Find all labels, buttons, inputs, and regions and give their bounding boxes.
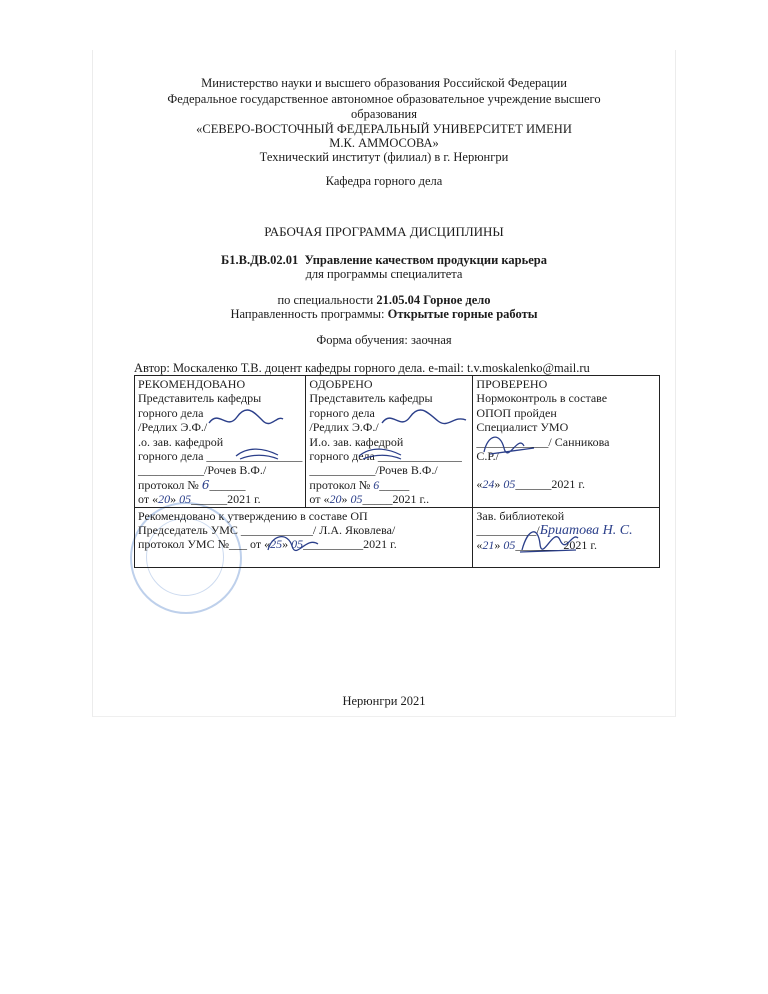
program-type-line: для программы специалитета (305, 267, 463, 281)
library-line: Зав. библиотекой (476, 508, 565, 523)
col1-month: 05 (179, 492, 192, 507)
librarian-name: Бриатова Н. С. (539, 523, 633, 539)
footer-city-year: Нерюнгри 2021 (342, 694, 426, 708)
ums-day: 25 (270, 537, 283, 552)
university-name-line: М.К. АММОСОВА» (329, 136, 439, 150)
col1-line: горного дела ________________ (138, 449, 303, 464)
university-line: «СЕВЕРО-ВОСТОЧНЫЙ ФЕДЕРАЛЬНЫЙ УНИВЕРСИТЕТ ИМЕНИ (196, 122, 572, 136)
col3-line: ОПОП пройден (476, 405, 557, 420)
signature-yakovleva (262, 530, 322, 556)
col2-line: /Редлих Э.Ф./ (309, 420, 379, 435)
col3-line: С.Р./ (476, 449, 499, 464)
signature-rochev-2 (355, 446, 407, 464)
specialty-value: 21.05.04 Горное дело (376, 293, 491, 307)
ums-line: Председатель УМС ____________/ Л.А. Яковлева/ (138, 523, 396, 538)
ums-line: Рекомендовано к утверждению в составе ОП (138, 508, 368, 523)
study-form-line: Форма обучения: заочная (316, 333, 452, 347)
signature-redlikh-1 (205, 405, 285, 433)
col2-line: горного дела (309, 405, 375, 420)
specialty-line (0, 293, 768, 308)
checked-heading: ПРОВЕРЕНО (476, 377, 548, 391)
col1-protocol-no: 6 (201, 477, 210, 492)
col3-line: Нормоконтроль в составе (476, 391, 608, 406)
department-line: Кафедра горного дела (325, 174, 443, 188)
col1-line: горного дела (138, 405, 204, 420)
specialty-prefix: по специальности (277, 293, 374, 307)
col1-line: протокол № 6______ (138, 477, 246, 492)
col1-line: /Редлих Э.Ф./ (138, 420, 208, 435)
direction-prefix: Направленность программы: (230, 307, 385, 321)
library-month: 05 (503, 538, 516, 553)
library-line: «21» 05________2021 г. (476, 538, 597, 553)
col1-line: Представитель кафедры (138, 391, 262, 406)
institute-line: Технический институт (филиал) в г. Нерюнгри (259, 150, 509, 164)
col3-month: 05 (503, 477, 516, 492)
page-title: РАБОЧАЯ ПРОГРАММА ДИСЦИПЛИНЫ (264, 224, 504, 239)
ums-month: 05 (291, 537, 304, 552)
col2-line: горного дела ______________ (309, 449, 462, 464)
col3-line: Специалист УМО (476, 420, 569, 435)
col2-line: от «20» 05_____2021 г.. (309, 492, 430, 507)
education-line: образования (351, 107, 417, 121)
discipline-name: Управление качеством продукции карьера (304, 253, 547, 267)
col2-line: Представитель кафедры (309, 391, 433, 406)
col2-protocol-no: 6 (373, 477, 380, 492)
col1-line: от «20» 05______2021 г. (138, 492, 261, 507)
discipline-code: Б1.В.ДВ.02.01 (221, 253, 299, 267)
signature-sannikova (478, 428, 538, 458)
col1-line: ___________/Рочев В.Ф./ (138, 463, 267, 478)
signature-librarian (516, 522, 582, 556)
author-line: Автор: Москаленко Т.В. доцент кафедры горного дела. e-mail: t.v.moskalenko@mail.ru (134, 361, 590, 375)
col3-line: «24» 05______2021 г. (476, 477, 585, 492)
signature-redlikh-2 (378, 405, 468, 433)
signature-rochev-1 (232, 446, 284, 464)
discipline-line (0, 253, 768, 268)
col2-line: И.о. зав. кафедрой (309, 434, 404, 449)
col1-day: 20 (158, 492, 171, 507)
direction-line (0, 307, 768, 322)
ministry-line: Министерство науки и высшего образования Российской Федерации (201, 76, 567, 90)
approved-heading: ОДОБРЕНО (309, 377, 373, 391)
col2-day: 20 (329, 492, 342, 507)
institution-line: Федеральное государственное автономное образовательное учреждение высшего (167, 92, 601, 106)
library-day: 21 (482, 538, 495, 553)
recommended-heading: РЕКОМЕНДОВАНО (138, 377, 246, 391)
col2-line: ___________/Рочев В.Ф./ (309, 463, 438, 478)
col3-day: 24 (482, 477, 495, 492)
direction-value: Открытые горные работы (387, 307, 538, 321)
col2-month: 05 (350, 492, 363, 507)
col1-line: .о. зав. кафедрой (138, 434, 224, 449)
recommended-cell (135, 376, 306, 508)
approved-cell (306, 376, 473, 508)
library-line: __________/Бриатова Н. С. (476, 523, 633, 539)
col3-line: ____________/ Санникова (476, 434, 610, 449)
ums-line: протокол УМС №___ от «25» 05__________2021 г. (138, 537, 397, 552)
col2-line: протокол № 6_____ (309, 477, 410, 492)
